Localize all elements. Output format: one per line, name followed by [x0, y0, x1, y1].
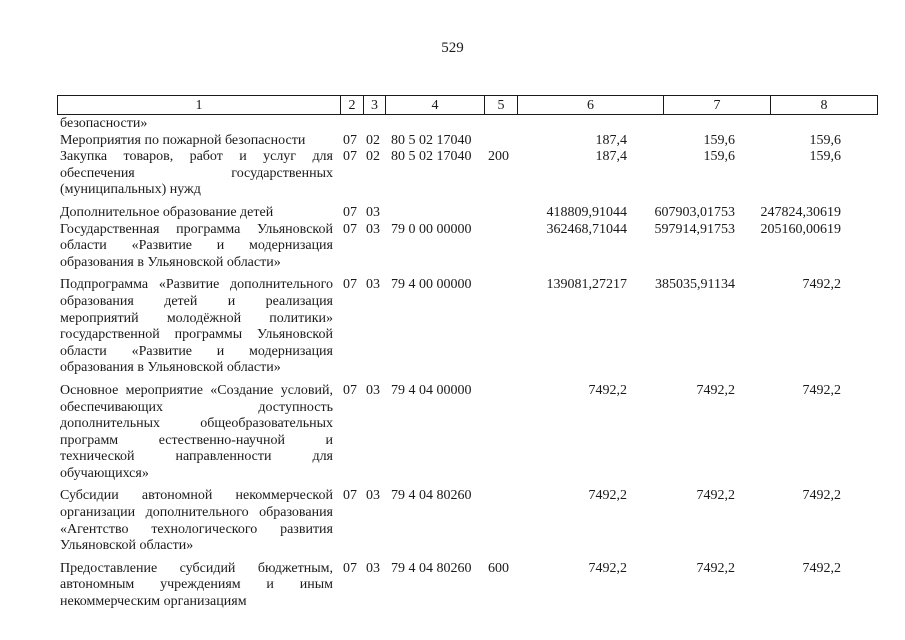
- amount-value: 159,6: [703, 149, 735, 165]
- row-amount-col-8: [803, 383, 842, 400]
- amount-value: 7492,2: [588, 488, 627, 504]
- amount-value: 7492,2: [802, 488, 841, 504]
- table-row: [0, 133, 905, 150]
- table-row: [0, 277, 905, 377]
- row-name: Мероприятия по пожарной безопасности: [60, 132, 306, 148]
- row-name: Предоставление субсидий бюджетным, автономным учреждениям и иным некоммерческим организациям: [60, 560, 333, 610]
- row-expense-type: 600: [488, 560, 509, 576]
- row-subsection-code: 02: [366, 132, 380, 148]
- row-target-code: 79 4 04 80260: [391, 488, 472, 504]
- row-amount-col-7: [697, 488, 736, 505]
- table-header: [57, 95, 878, 115]
- row-section-code: 07: [343, 560, 357, 576]
- row-section-code: 07: [343, 382, 357, 398]
- row-name: безопасности»: [60, 116, 148, 131]
- amount-value: 7492,2: [802, 277, 841, 293]
- row-amount-col-6: [589, 561, 628, 578]
- amount-value: 7492,2: [696, 560, 735, 576]
- row-name: Дополнительное образование детей: [60, 204, 274, 220]
- row-amount-col-8: [803, 561, 842, 578]
- amount-value: 607903,01753: [654, 204, 735, 220]
- row-amount-col-7: [697, 383, 736, 400]
- amount-value: 205160,00619: [760, 221, 841, 237]
- row-name: Закупка товаров, работ и услуг для обеспечения государственных (муниципальных) нужд: [60, 149, 333, 198]
- row-section-code: 07: [343, 204, 357, 220]
- row-section-code: 07: [343, 132, 357, 148]
- row-amount-col-6: [596, 133, 628, 150]
- row-section-code: 07: [343, 149, 357, 165]
- amount-value: 159,6: [809, 149, 841, 165]
- header-col-5: 5: [485, 96, 518, 114]
- row-subsection-code: 03: [366, 382, 380, 398]
- row-amount-col-8: [810, 133, 842, 150]
- row-amount-col-6: [547, 277, 628, 294]
- row-amount-col-8: [803, 488, 842, 505]
- amount-value: 159,6: [703, 132, 735, 148]
- row-amount-col-7: [655, 277, 735, 294]
- amount-value: 139081,27217: [546, 277, 627, 293]
- header-col-2: 2: [341, 96, 364, 114]
- row-target-code: 80 5 02 17040: [391, 132, 472, 148]
- amount-value: 159,6: [809, 132, 841, 148]
- row-subsection-code: 03: [366, 277, 380, 293]
- amount-value: 7492,2: [802, 382, 841, 398]
- header-col-8: 8: [820, 97, 828, 113]
- header-col-3: 3: [364, 96, 386, 114]
- table-row: [0, 116, 905, 133]
- table-row: [0, 383, 905, 483]
- header-col-1: 1: [58, 96, 341, 114]
- table-body: [0, 116, 905, 611]
- amount-value: 7492,2: [588, 382, 627, 398]
- row-amount-col-7: [704, 149, 736, 166]
- amount-value: 597914,91753: [654, 221, 735, 237]
- row-target-code: 79 4 00 00000: [391, 277, 472, 293]
- row-amount-col-7: [704, 133, 736, 150]
- amount-value: 7492,2: [696, 382, 735, 398]
- table-row: [0, 149, 905, 199]
- table-row: [0, 561, 905, 611]
- row-subsection-code: 02: [366, 149, 380, 165]
- row-name: Субсидии автономной некоммерческой организации дополнительного образования «Агентство технологического развития Ульяновской области»: [60, 488, 333, 554]
- table-row: [0, 222, 905, 272]
- row-amount-col-6: [596, 149, 628, 166]
- amount-value: 362468,71044: [546, 221, 627, 237]
- row-amount-col-6: [589, 488, 628, 505]
- row-target-code: 80 5 02 17040: [391, 149, 472, 165]
- header-col-6: 6: [518, 96, 664, 114]
- amount-value: 187,4: [595, 149, 627, 165]
- amount-value: 7492,2: [588, 560, 627, 576]
- row-target-code: 79 0 00 00000: [391, 221, 472, 237]
- row-section-code: 07: [343, 488, 357, 504]
- row-target-code: 79 4 04 00000: [391, 382, 472, 398]
- row-expense-type: 200: [488, 149, 509, 165]
- row-amount-col-8: [803, 277, 842, 294]
- row-subsection-code: 03: [366, 488, 380, 504]
- amount-value: 385035,91134: [655, 277, 735, 293]
- amount-value: 187,4: [595, 132, 627, 148]
- row-amount-col-6: [589, 383, 628, 400]
- amount-value: 247824,30619: [760, 204, 841, 220]
- row-name: Основное мероприятие «Создание условий, обеспечивающих доступность дополнительных общеобразовательных программ естественно-научной и технической направленности для обучающихся»: [60, 382, 333, 481]
- header-col-4: 4: [386, 96, 485, 114]
- row-amount-col-7: [697, 561, 736, 578]
- amount-value: 7492,2: [802, 560, 841, 576]
- row-section-code: 07: [343, 277, 357, 293]
- row-subsection-code: 03: [366, 560, 380, 576]
- amount-value: 7492,2: [696, 488, 735, 504]
- row-amount-col-8: [810, 149, 842, 166]
- row-name: Государственная программа Ульяновской области «Развитие и модернизация образования в Ульяновской области»: [60, 221, 333, 270]
- row-target-code: 79 4 04 80260: [391, 560, 472, 576]
- row-subsection-code: 03: [366, 204, 380, 220]
- header-col-7: 7: [664, 96, 771, 114]
- row-subsection-code: 03: [366, 221, 380, 237]
- amount-value: 418809,91044: [546, 204, 627, 220]
- row-name: Подпрограмма «Развитие дополнительного образования детей и реализация мероприятий молодёжной политики» государственной программы Ульяновской области «Развитие и модернизация образования в Ульяновской области»: [60, 277, 333, 376]
- page-number: 529: [441, 40, 464, 56]
- row-section-code: 07: [343, 221, 357, 237]
- table-row: [0, 488, 905, 554]
